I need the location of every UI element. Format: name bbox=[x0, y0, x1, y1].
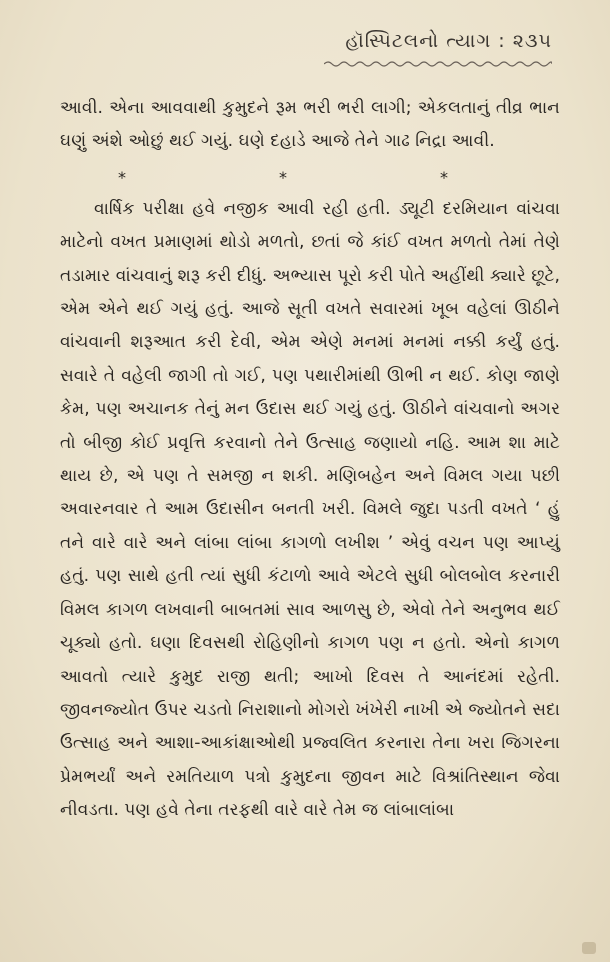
separator-mark-2: * bbox=[279, 167, 287, 187]
paragraph-2: વાર્ષિક પરીક્ષા હવે નજીક આવી રહી હતી. ડ્યૂટી દરમિયાન વાંચવા માટેનો વખત પ્રમાણમાં થોડો મળતો, છતાં જે કાંઈ વખત મળતો તેમાં તેણે તડામાર વાંચવાનું શરૂ કરી દીધું. અભ્યાસ પૂરો કરી પોતે અહીંથી ક્યારે છૂટે, એમ એને થઈ ગયું હતું. આજે સૂતી વખતે સવારમાં ખૂબ વહેલાં ઊઠીને વાંચવાની શરૂઆત કરી દેવી, એમ એણે મનમાં મનમાં નક્કી કર્યું હતું. સવારે તે વહેલી જાગી તો ગઈ, પણ પથારીમાંથી ઊભી ન થઈ. કોણ જાણે કેમ, પણ અચાનક તેનું મન ઉદાસ થઈ ગયું હતું. ઊઠીને વાંચવાનો અગર તો બીજી કોઈ પ્રવૃત્તિ કરવાનો તેને ઉત્સાહ જણાયો નહિ. આમ શા માટે થાય છે, એ પણ તે સમજી ન શકી. મણિબહેન અને વિમલ ગયા પછી અવારનવાર તે આમ ઉદાસીન બનતી ખરી. વિમલે જુદા પડતી વખતે ‘ હું તને વારે વારે અને લાંબા લાંબા કાગળો લખીશ ’ એવું વચન પણ આપ્યું હતું. પણ સાથે હતી ત્યાં સુધી કંટાળો આવે એટલે સુધી બોલબોલ કરનારી વિમલ કાગળ લખવાની બાબતમાં સાવ આળસુ છે, એવો તેને અનુભવ થઈ ચૂક્યો હતો. ઘણા દિવસથી રોહિણીનો કાગળ પણ ન હતો. એનો કાગળ આવતો ત્યારે કુમુદ રાજી થતી; આખો દિવસ તે આનંદમાં રહેતી. જીવનજ્યોત ઉપર ચડતો નિરાશાનો મોગરો ખંખેરી નાખી એ જ્યોતને સદા ઉત્સાહ અને આશા-આકાંક્ષાઓથી પ્રજ્વલિત કરનારા તેના ખરા જિગરના પ્રેમભર્યાં અને રમતિયાળ પત્રો કુમુદના જીવન માટે વિશ્રાંતિસ્થાન જેવા નીવડતા. પણ હવે તેના તરફથી વારે વારે તેમ જ લાંબાલાંબા bbox=[60, 198, 560, 821]
body-text bbox=[60, 92, 560, 828]
header-wavy-rule bbox=[324, 60, 552, 68]
section-separator bbox=[118, 163, 448, 193]
page-corner-smudge bbox=[582, 942, 596, 954]
paragraph-1: આવી. એના આવવાથી કુમુદને રૂમ ભરી ભરી લાગી; એકલતાનું તીવ્ર ભાન ઘણું અંશે ઓછું થઈ ગયું. ઘણે દહાડે આજે તેને ગાઢ નિદ્રા આવી. bbox=[60, 98, 560, 152]
running-header: હૉસ્પિટલનો ત્યાગ : ૨૩૫ bbox=[345, 30, 552, 52]
separator-mark-1: * bbox=[118, 167, 126, 187]
separator-mark-3: * bbox=[440, 167, 448, 187]
